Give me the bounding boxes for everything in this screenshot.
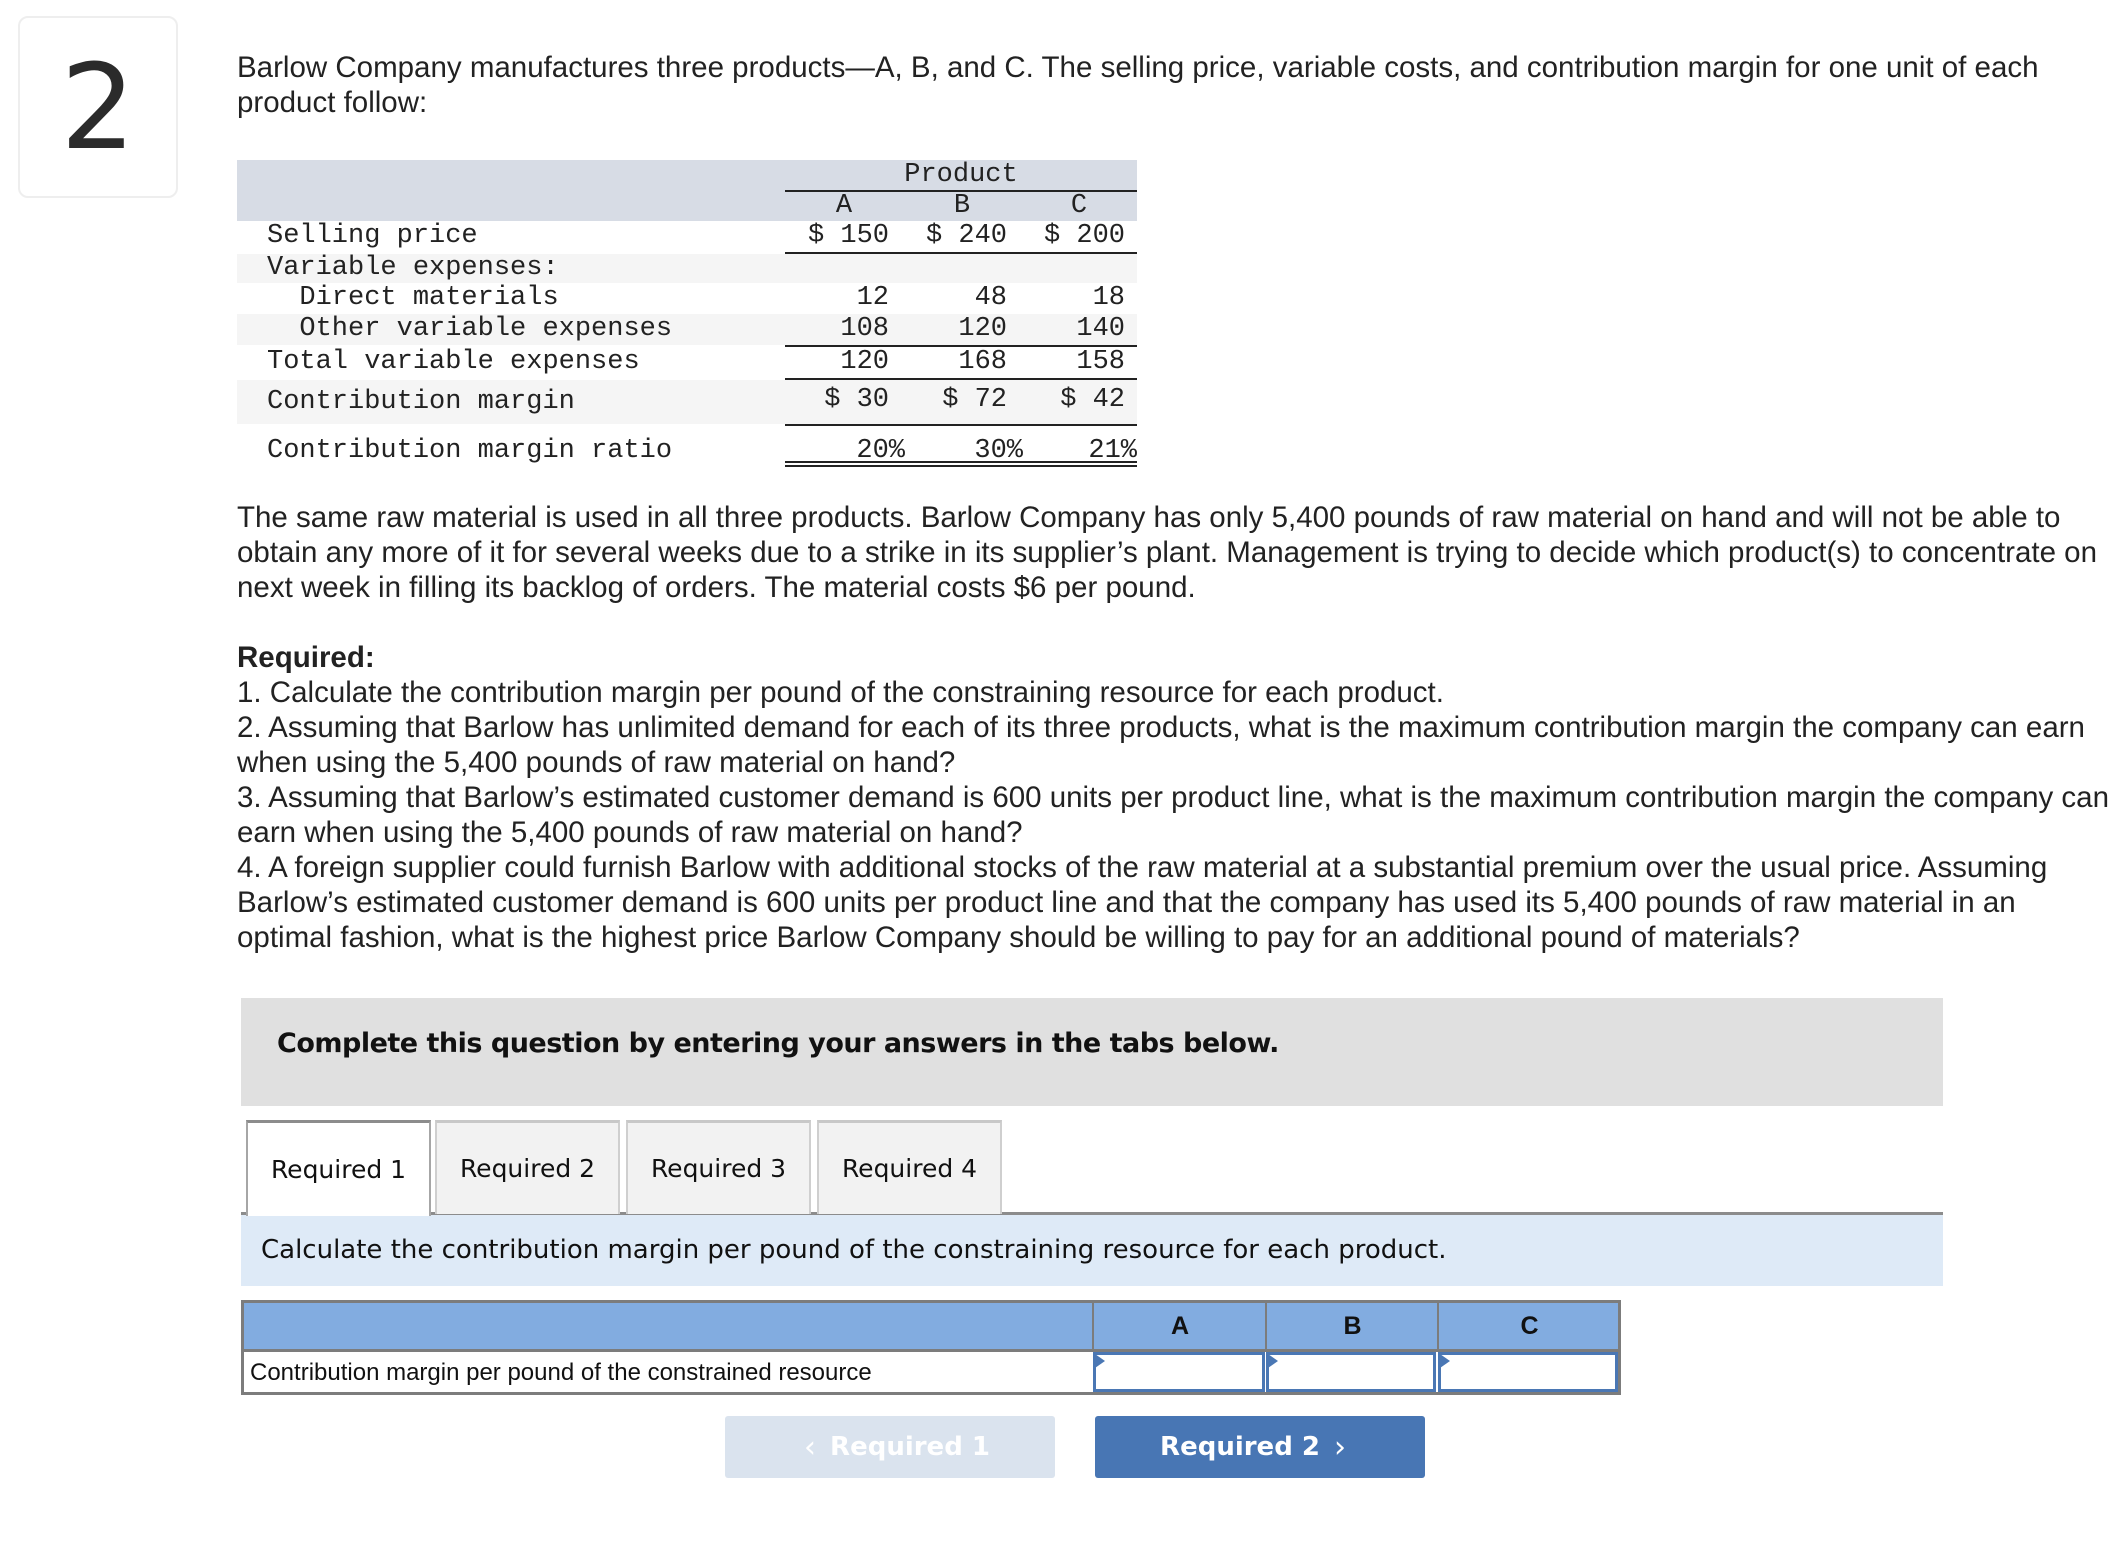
- cell-a: $ 30: [824, 385, 889, 415]
- required-item-2: 2. Assuming that Barlow has unlimited demand for each of its three products, what is the maximum contribution margin the company can earn when using the 5,400 pounds of raw material on hand?: [237, 711, 2085, 779]
- answer-table: [241, 1300, 1621, 1395]
- question-intro: Barlow Company manufactures three products—A, B, and C. The selling price, variable costs, and contribution margin for one unit of each product follow:: [237, 51, 2039, 119]
- row-label: Selling price: [267, 221, 478, 251]
- column-header-c: C: [1070, 191, 1088, 221]
- required-tabs: [241, 1120, 1943, 1215]
- cell-c: 140: [1076, 314, 1125, 344]
- tab-required-2[interactable]: Required 2: [435, 1120, 620, 1214]
- answer-input-a[interactable]: [1093, 1352, 1265, 1392]
- next-required-button[interactable]: [1095, 1416, 1425, 1478]
- cell-b: 30%: [974, 436, 1023, 466]
- required-section: [237, 640, 2117, 955]
- input-marker-icon: [1440, 1354, 1450, 1368]
- cell-c: 21%: [1088, 436, 1137, 466]
- row-label: Direct materials: [267, 283, 559, 313]
- row-label: Total variable expenses: [267, 347, 640, 377]
- cell-a: 108: [840, 314, 889, 344]
- cell-a: 120: [840, 347, 889, 377]
- cell-a: 20%: [856, 436, 905, 466]
- answer-column-b: B: [1265, 1303, 1438, 1349]
- cm-per-pound-b-input[interactable]: [1269, 1355, 1433, 1389]
- answer-column-c: C: [1437, 1303, 1620, 1349]
- tab-required-3[interactable]: Required 3: [626, 1120, 811, 1214]
- cell-b: $ 240: [925, 221, 1007, 251]
- row-label: Variable expenses:: [267, 253, 559, 283]
- table-row: [237, 314, 1137, 345]
- cell-a: 12: [856, 283, 889, 313]
- table-row: [237, 254, 1137, 283]
- row-label: Contribution margin: [267, 387, 575, 417]
- row-label: Contribution margin ratio: [267, 436, 673, 466]
- cell-b: 120: [958, 314, 1007, 344]
- table-row: [237, 221, 1137, 252]
- required-header: Required:: [237, 641, 375, 674]
- table-row: [237, 347, 1137, 378]
- row-label: Other variable expenses: [267, 314, 673, 344]
- column-header-a: A: [835, 191, 853, 221]
- cell-c: 158: [1076, 347, 1125, 377]
- next-button-label: Required 2: [1160, 1432, 1320, 1462]
- scenario-paragraph: The same raw material is used in all three products. Barlow Company has only 5,400 pounds of raw material on hand and will not be able to obtain any more of it for several weeks due to a strike in its supplier’s plant. Management is trying to decide which product(s) to concentrate on next week in filling its backlog of orders. The material costs $6 per pound.: [237, 501, 2097, 604]
- cell-b: 48: [974, 283, 1007, 313]
- cell-a: $ 150: [807, 221, 889, 251]
- cell-c: $ 200: [1043, 221, 1125, 251]
- table-row: [237, 283, 1137, 314]
- instructions-banner-text: Complete this question by entering your answers in the tabs below.: [277, 1028, 1279, 1059]
- required-item-3: 3. Assuming that Barlow’s estimated customer demand is 600 units per product line, what is the maximum contribution margin the company can earn when using the 5,400 pounds of raw material on hand?: [237, 781, 2109, 849]
- cell-b: $ 72: [942, 385, 1007, 415]
- answer-input-b[interactable]: [1266, 1352, 1436, 1392]
- required-item-4: 4. A foreign supplier could furnish Barlow with additional stocks of the raw material at a substantial premium over the usual price. Assuming Barlow’s estimated customer demand is 600 units per product line and that the company has used its 5,400 pounds of raw material in an optimal fashion, what is the highest price Barlow Company should be willing to pay for an additional pound of materials?: [237, 851, 2048, 954]
- cm-per-pound-c-input[interactable]: [1441, 1355, 1615, 1389]
- cm-per-pound-a-input[interactable]: [1096, 1355, 1262, 1389]
- cell-b: 168: [958, 347, 1007, 377]
- cell-c: 18: [1092, 283, 1125, 313]
- answer-input-c[interactable]: [1438, 1352, 1618, 1392]
- answer-column-a: A: [1092, 1303, 1266, 1349]
- cell-c: $ 42: [1060, 385, 1125, 415]
- column-header-b: B: [953, 191, 971, 221]
- previous-button-label: Required 1: [830, 1432, 990, 1462]
- chevron-left-icon: ‹: [804, 1429, 817, 1465]
- question-number: 2: [18, 16, 178, 198]
- required-item-1: 1. Calculate the contribution margin per pound of the constraining resource for each product.: [237, 676, 1444, 709]
- tab-instruction-text: Calculate the contribution margin per pound of the constraining resource for each product.: [261, 1235, 1447, 1265]
- tab-instruction: [241, 1215, 1943, 1286]
- instructions-banner: [241, 998, 1943, 1106]
- chevron-right-icon: ›: [1333, 1429, 1346, 1465]
- tab-required-1[interactable]: Required 1: [246, 1120, 431, 1216]
- double-divider: [785, 461, 1137, 467]
- tab-required-4[interactable]: Required 4: [817, 1120, 1002, 1214]
- input-marker-icon: [1268, 1354, 1278, 1368]
- previous-required-button[interactable]: [725, 1416, 1055, 1478]
- answer-row-label: Contribution margin per pound of the constrained resource: [250, 1359, 872, 1386]
- answer-table-header: [244, 1303, 1618, 1352]
- table-row: [237, 380, 1137, 424]
- input-marker-icon: [1095, 1354, 1105, 1368]
- product-group-header: Product: [904, 160, 1018, 190]
